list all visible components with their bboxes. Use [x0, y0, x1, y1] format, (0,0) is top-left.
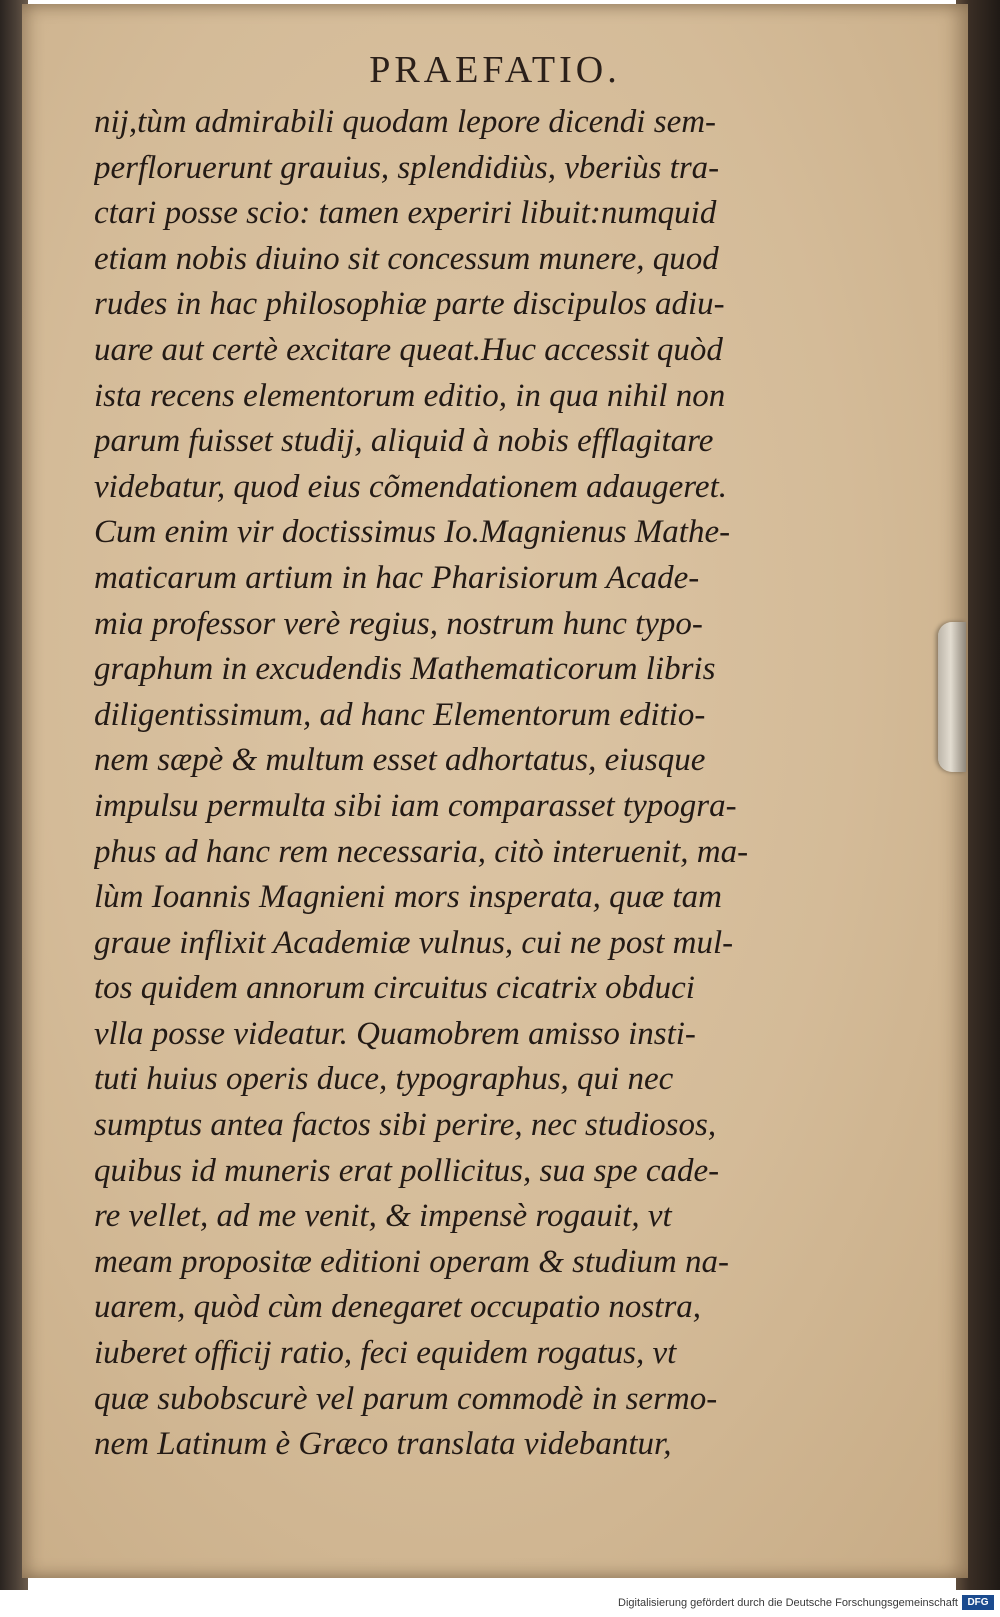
text-line: mia professor verè regius, nostrum hunc typo-: [94, 605, 703, 642]
text-line: diligentissimum, ad hanc Elementorum editio-: [94, 696, 706, 733]
text-line: ista recens elementorum editio, in qua nihil non: [94, 377, 726, 414]
body-text: [94, 100, 934, 1468]
text-line: uare aut certè excitare queat.Huc accessit quòd: [94, 331, 723, 368]
text-line: graue inflixit Academiæ vulnus, cui ne post mul-: [94, 924, 734, 961]
text-line: parum fuisset studij, aliquid à nobis efflagitare: [94, 423, 714, 460]
text-line: phus ad hanc rem necessaria, citò interuenit, ma-: [94, 833, 749, 870]
text-line: nij,tùm admirabili quodam lepore dicendi sem-: [94, 104, 717, 140]
text-line: graphum in excudendis Mathematicorum libris: [94, 651, 716, 688]
text-line: meam propositæ editioni operam & studium na-: [94, 1243, 729, 1280]
text-line: uarem, quòd cùm denegaret occupatio nostra,: [94, 1289, 702, 1326]
funding-credit: Digitalisierung gefördert durch die Deutsche Forschungsgemeinschaft: [618, 1597, 958, 1609]
text-line: quæ subobscurè vel parum commodè in sermo-: [94, 1380, 718, 1417]
text-line: maticarum artium in hac Pharisiorum Acade-: [94, 559, 700, 596]
running-head: PRAEFATIO.: [369, 49, 621, 91]
text-line: rudes in hac philosophiæ parte discipulos adiu-: [94, 286, 725, 323]
text-line: nem sæpè & multum esset adhortatus, eiusque: [94, 742, 706, 779]
text-line: sumptus antea factos sibi perire, nec studiosos,: [94, 1107, 717, 1144]
text-line: Cum enim vir doctissimus Io.Magnienus Mathe-: [94, 514, 731, 551]
text-line: vlla posse videatur. Quamobrem amisso insti-: [94, 1015, 696, 1052]
book-clasp: [938, 622, 966, 772]
dfg-logo-icon: DFG: [962, 1595, 994, 1610]
text-line: etiam nobis diuino sit concessum munere, quod: [94, 240, 719, 277]
text-line: perfloruerunt grauius, splendidiùs, vberiùs tra-: [94, 149, 720, 186]
book-page: [22, 4, 968, 1578]
text-line: impulsu permulta sibi iam comparasset typogra-: [94, 787, 737, 824]
text-line: iuberet officij ratio, feci equidem rogatus, vt: [94, 1335, 677, 1372]
text-line: tuti huius operis duce, typographus, qui nec: [94, 1061, 674, 1098]
text-line: re vellet, ad me venit, & impensè rogauit, vt: [94, 1198, 672, 1235]
text-line: tos quidem annorum circuitus cicatrix obduci: [94, 970, 695, 1007]
text-line: lùm Ioannis Magnieni mors insperata, quæ tam: [94, 879, 722, 916]
text-line: nem Latinum è Græco translata videbantur,: [94, 1426, 672, 1463]
text-line: ctari posse scio: tamen experiri libuit:numquid: [94, 195, 717, 232]
text-line: quibus id muneris erat pollicitus, sua spe cade-: [94, 1152, 720, 1189]
text-line: videbatur, quod eius cõmendationem adaugeret.: [94, 468, 727, 505]
